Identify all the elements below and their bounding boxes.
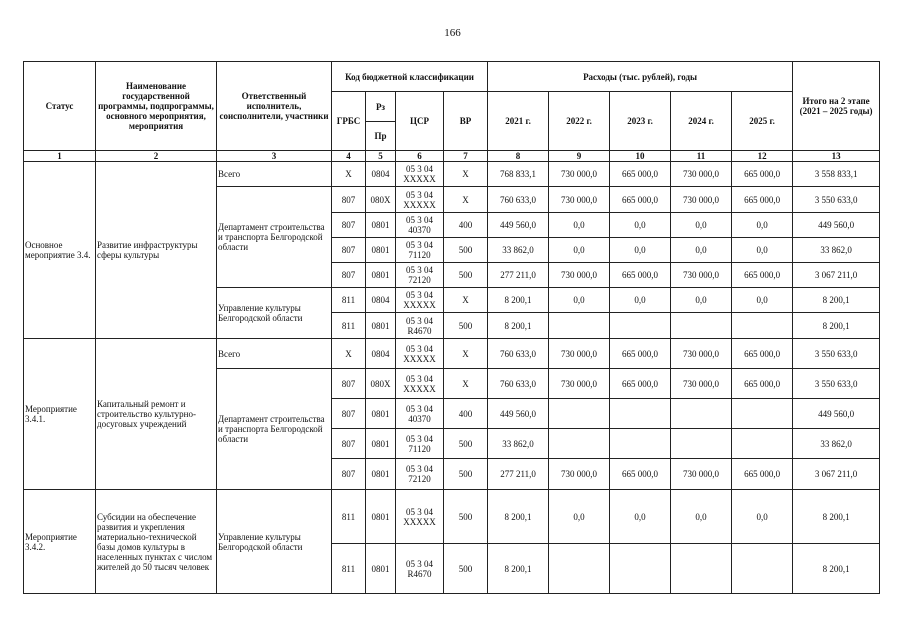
data-cell xyxy=(732,544,793,594)
header-2025: 2025 г. xyxy=(732,92,793,151)
name-cell: Капитальный ремонт и строительство культурно-досуговых учреждений xyxy=(96,339,217,490)
data-cell: 665 000,0 xyxy=(732,263,793,288)
column-number: 7 xyxy=(444,151,488,162)
column-numbers-row xyxy=(24,151,880,162)
header-rz: Рз xyxy=(366,92,396,122)
data-cell: 05 3 04 XXXXX xyxy=(396,490,444,544)
data-cell: 811 xyxy=(332,288,366,313)
data-cell: 0801 xyxy=(366,263,396,288)
data-cell: 807 xyxy=(332,213,366,238)
header-status: Статус xyxy=(24,62,96,151)
data-cell: 0,0 xyxy=(549,238,610,263)
data-cell: 730 000,0 xyxy=(549,187,610,213)
data-cell: X xyxy=(332,339,366,369)
data-cell: 05 3 04 XXXXX xyxy=(396,288,444,313)
column-number: 4 xyxy=(332,151,366,162)
data-cell: X xyxy=(332,162,366,187)
data-cell: 665 000,0 xyxy=(610,162,671,187)
table-body xyxy=(24,162,880,594)
data-cell xyxy=(549,429,610,459)
data-cell: 0,0 xyxy=(732,490,793,544)
data-cell: 665 000,0 xyxy=(610,369,671,399)
data-cell: 05 3 04 R4670 xyxy=(396,313,444,339)
data-cell xyxy=(610,544,671,594)
data-cell: 0801 xyxy=(366,490,396,544)
data-cell: 807 xyxy=(332,429,366,459)
data-cell: 730 000,0 xyxy=(671,339,732,369)
status-cell: Мероприятие 3.4.2. xyxy=(24,490,96,594)
data-cell: 730 000,0 xyxy=(549,459,610,490)
data-cell: 500 xyxy=(444,459,488,490)
data-cell: 0801 xyxy=(366,544,396,594)
data-cell: 0804 xyxy=(366,162,396,187)
header-pr: Пр xyxy=(366,122,396,151)
data-cell: 730 000,0 xyxy=(671,369,732,399)
executor-cell: Всего xyxy=(217,162,332,187)
data-cell: 05 3 04 72120 xyxy=(396,459,444,490)
data-cell: 8 200,1 xyxy=(488,288,549,313)
data-cell: 500 xyxy=(444,429,488,459)
data-cell: 33 862,0 xyxy=(488,429,549,459)
data-cell: 0,0 xyxy=(671,490,732,544)
data-cell: 33 862,0 xyxy=(793,429,880,459)
data-cell xyxy=(671,399,732,429)
data-cell: 0,0 xyxy=(549,490,610,544)
data-cell: 665 000,0 xyxy=(732,162,793,187)
data-cell: 400 xyxy=(444,213,488,238)
column-number: 12 xyxy=(732,151,793,162)
data-cell: 807 xyxy=(332,187,366,213)
header-2021: 2021 г. xyxy=(488,92,549,151)
data-cell: 3 550 633,0 xyxy=(793,369,880,399)
column-number: 10 xyxy=(610,151,671,162)
data-cell: 665 000,0 xyxy=(610,187,671,213)
data-cell xyxy=(671,313,732,339)
data-cell: 665 000,0 xyxy=(610,459,671,490)
data-cell: 0804 xyxy=(366,288,396,313)
data-cell: 05 3 04 XXXXX xyxy=(396,369,444,399)
column-number: 11 xyxy=(671,151,732,162)
data-cell xyxy=(732,429,793,459)
budget-table xyxy=(23,61,880,594)
data-cell: 0801 xyxy=(366,429,396,459)
data-cell: 3 558 833,1 xyxy=(793,162,880,187)
data-cell: 0,0 xyxy=(610,288,671,313)
column-number: 5 xyxy=(366,151,396,162)
data-cell: 0,0 xyxy=(610,238,671,263)
executor-cell: Управление культуры Белгородской области xyxy=(217,490,332,594)
data-cell: 8 200,1 xyxy=(793,313,880,339)
data-cell: X xyxy=(444,187,488,213)
header-executor: Ответственный исполнитель, соисполнители, участники xyxy=(217,62,332,151)
data-cell: 0804 xyxy=(366,339,396,369)
header-budget-code: Код бюджетной классификации xyxy=(332,62,488,92)
executor-cell: Всего xyxy=(217,339,332,369)
data-cell: 0801 xyxy=(366,213,396,238)
data-cell: 730 000,0 xyxy=(549,263,610,288)
data-cell: 500 xyxy=(444,544,488,594)
data-cell: 760 633,0 xyxy=(488,369,549,399)
data-cell: 080X xyxy=(366,369,396,399)
data-cell: 3 067 211,0 xyxy=(793,263,880,288)
column-number: 2 xyxy=(96,151,217,162)
header-2022: 2022 г. xyxy=(549,92,610,151)
data-cell: 05 3 04 R4670 xyxy=(396,544,444,594)
data-cell: 811 xyxy=(332,490,366,544)
data-cell xyxy=(671,429,732,459)
data-cell: 730 000,0 xyxy=(671,162,732,187)
header-2024: 2024 г. xyxy=(671,92,732,151)
data-cell xyxy=(671,544,732,594)
status-cell: Мероприятие 3.4.1. xyxy=(24,339,96,490)
data-cell: 807 xyxy=(332,369,366,399)
data-cell: 768 833,1 xyxy=(488,162,549,187)
data-cell: 05 3 04 XXXXX xyxy=(396,339,444,369)
header-grbs: ГРБС xyxy=(332,92,366,151)
table-row xyxy=(24,162,880,187)
data-cell: 500 xyxy=(444,238,488,263)
column-number: 3 xyxy=(217,151,332,162)
data-cell: 760 633,0 xyxy=(488,187,549,213)
data-cell: 0801 xyxy=(366,399,396,429)
data-cell: 3 067 211,0 xyxy=(793,459,880,490)
data-cell: 0,0 xyxy=(610,490,671,544)
data-cell xyxy=(549,399,610,429)
header-expenses: Расходы (тыс. рублей), годы xyxy=(488,62,793,92)
data-cell: 449 560,0 xyxy=(488,399,549,429)
data-cell: 277 211,0 xyxy=(488,263,549,288)
data-cell: 811 xyxy=(332,313,366,339)
data-cell: X xyxy=(444,339,488,369)
data-cell xyxy=(549,544,610,594)
data-cell: 400 xyxy=(444,399,488,429)
data-cell: 730 000,0 xyxy=(549,369,610,399)
data-cell: 449 560,0 xyxy=(793,213,880,238)
data-cell: 0801 xyxy=(366,459,396,490)
data-cell: 665 000,0 xyxy=(732,339,793,369)
data-cell: 05 3 04 XXXXX xyxy=(396,162,444,187)
data-cell: 8 200,1 xyxy=(793,490,880,544)
column-number: 6 xyxy=(396,151,444,162)
data-cell: 807 xyxy=(332,459,366,490)
data-cell: 807 xyxy=(332,399,366,429)
data-cell: 500 xyxy=(444,490,488,544)
data-cell: 05 3 04 40370 xyxy=(396,399,444,429)
header-csr: ЦСР xyxy=(396,92,444,151)
column-number: 8 xyxy=(488,151,549,162)
data-cell: 0801 xyxy=(366,313,396,339)
data-cell: 730 000,0 xyxy=(549,339,610,369)
data-cell: 8 200,1 xyxy=(488,313,549,339)
data-cell: 665 000,0 xyxy=(732,369,793,399)
status-cell: Основное мероприятие 3.4. xyxy=(24,162,96,339)
data-cell: 8 200,1 xyxy=(793,544,880,594)
data-cell: 0,0 xyxy=(610,213,671,238)
data-cell: 0,0 xyxy=(549,213,610,238)
data-cell: 05 3 04 71120 xyxy=(396,429,444,459)
data-cell: 665 000,0 xyxy=(610,263,671,288)
table-row xyxy=(24,339,880,369)
column-number: 1 xyxy=(24,151,96,162)
executor-cell: Управление культуры Белгородской области xyxy=(217,288,332,339)
data-cell xyxy=(610,313,671,339)
data-cell: 277 211,0 xyxy=(488,459,549,490)
data-cell: 665 000,0 xyxy=(732,459,793,490)
page-number: 166 xyxy=(444,27,461,39)
data-cell: 8 200,1 xyxy=(488,490,549,544)
data-cell: 05 3 04 72120 xyxy=(396,263,444,288)
column-number: 13 xyxy=(793,151,880,162)
column-number: 9 xyxy=(549,151,610,162)
name-cell: Субсидии на обеспечение развития и укрепления материально-технической базы домов культуры в населенных пунктах с числом жителей до 50 тысяч человек xyxy=(96,490,217,594)
data-cell: 449 560,0 xyxy=(488,213,549,238)
data-cell: 0,0 xyxy=(732,288,793,313)
data-cell xyxy=(732,399,793,429)
data-cell: 500 xyxy=(444,263,488,288)
data-cell: 811 xyxy=(332,544,366,594)
data-cell: 080X xyxy=(366,187,396,213)
data-cell: 500 xyxy=(444,313,488,339)
data-cell: 665 000,0 xyxy=(732,187,793,213)
data-cell: 760 633,0 xyxy=(488,339,549,369)
data-cell: 33 862,0 xyxy=(488,238,549,263)
data-cell: 0,0 xyxy=(671,213,732,238)
name-cell: Развитие инфраструктуры сферы культуры xyxy=(96,162,217,339)
data-cell: 0,0 xyxy=(549,288,610,313)
data-cell: 05 3 04 XXXXX xyxy=(396,187,444,213)
data-cell xyxy=(610,429,671,459)
data-cell: 0,0 xyxy=(732,238,793,263)
data-cell: 730 000,0 xyxy=(549,162,610,187)
data-cell: X xyxy=(444,369,488,399)
data-cell: 3 550 633,0 xyxy=(793,187,880,213)
executor-cell: Департамент строительства и транспорта Белгородской области xyxy=(217,369,332,490)
data-cell: 449 560,0 xyxy=(793,399,880,429)
data-cell: 05 3 04 71120 xyxy=(396,238,444,263)
table-row xyxy=(24,490,880,544)
data-cell: 3 550 633,0 xyxy=(793,339,880,369)
data-cell: 730 000,0 xyxy=(671,263,732,288)
data-cell: X xyxy=(444,162,488,187)
header-2023: 2023 г. xyxy=(610,92,671,151)
header-vr: ВР xyxy=(444,92,488,151)
data-cell xyxy=(549,313,610,339)
executor-cell: Департамент строительства и транспорта Белгородской области xyxy=(217,187,332,288)
data-cell: 05 3 04 40370 xyxy=(396,213,444,238)
data-cell: X xyxy=(444,288,488,313)
data-cell: 665 000,0 xyxy=(610,339,671,369)
header-name: Наименование государственной программы, подпрограммы, основного мероприятия, мероприятия xyxy=(96,62,217,151)
data-cell: 0,0 xyxy=(671,238,732,263)
data-cell: 0,0 xyxy=(732,213,793,238)
data-cell: 807 xyxy=(332,263,366,288)
data-cell: 8 200,1 xyxy=(793,288,880,313)
data-cell: 0801 xyxy=(366,238,396,263)
data-cell: 8 200,1 xyxy=(488,544,549,594)
data-cell: 33 862,0 xyxy=(793,238,880,263)
data-cell: 730 000,0 xyxy=(671,459,732,490)
data-cell: 730 000,0 xyxy=(671,187,732,213)
data-cell: 0,0 xyxy=(671,288,732,313)
header-total: Итого на 2 этапе (2021 – 2025 годы) xyxy=(793,62,880,151)
data-cell xyxy=(732,313,793,339)
data-cell xyxy=(610,399,671,429)
data-cell: 807 xyxy=(332,238,366,263)
